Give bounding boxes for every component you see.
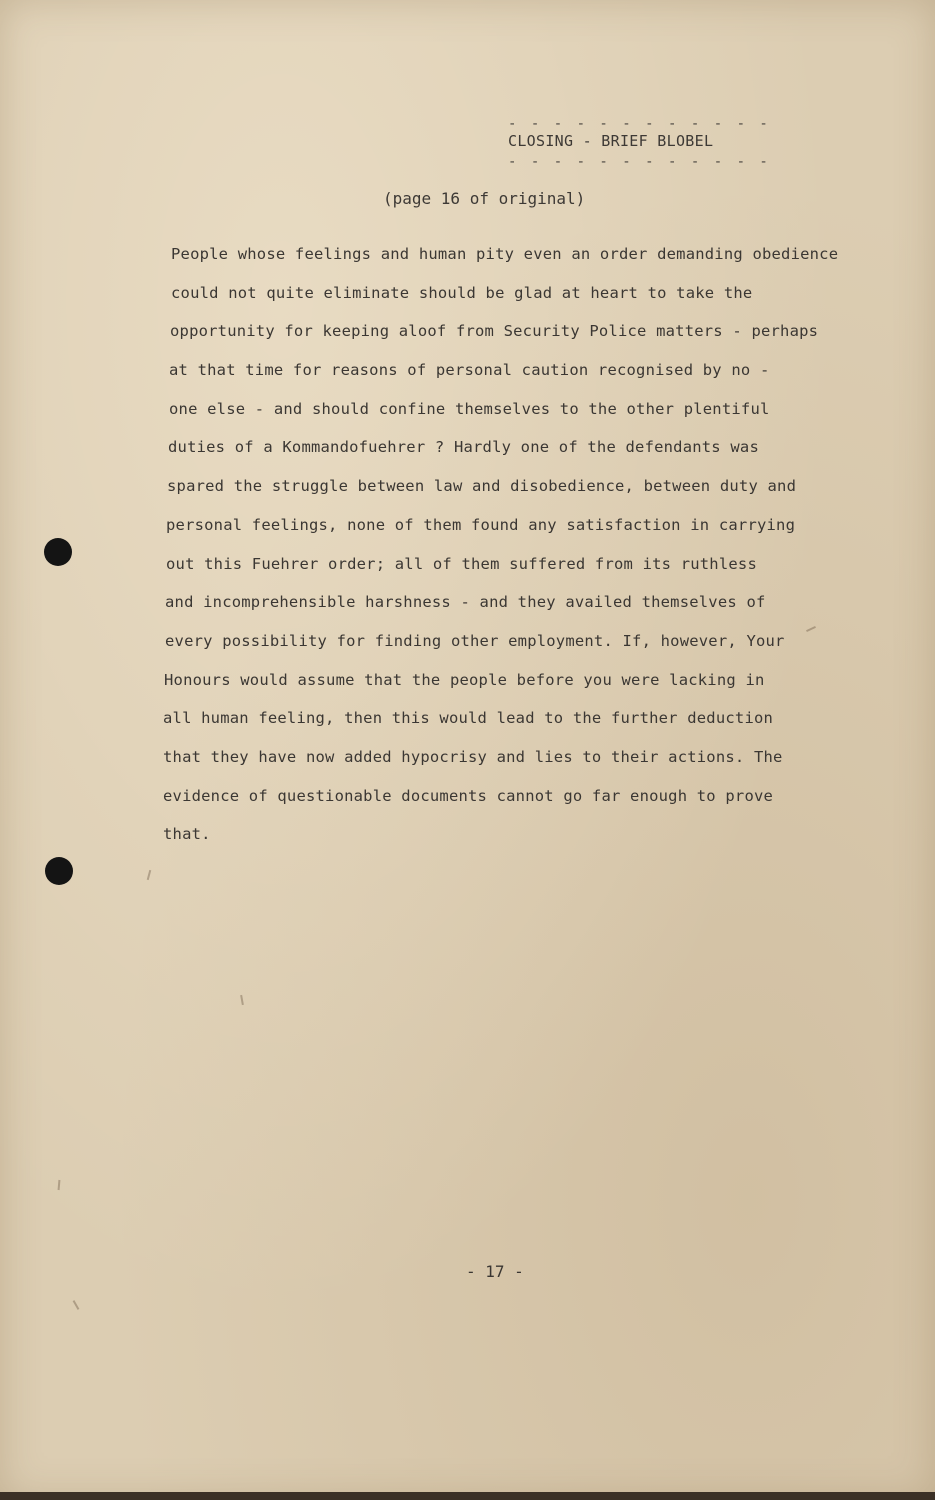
text-line: every possibility for finding other employment. If, however, Your (165, 631, 785, 650)
header-title: CLOSING - BRIEF BLOBEL (508, 132, 714, 150)
text-line: that they have now added hypocrisy and lies to their actions. The (163, 747, 783, 766)
text-line: that. (163, 825, 211, 844)
text-line: opportunity for keeping aloof from Security Police matters - perhaps (170, 322, 819, 341)
body-paragraph (163, 242, 853, 861)
binder-punch-hole (45, 857, 73, 885)
text-line: and incomprehensible harshness - and they availed themselves of (165, 593, 766, 612)
page-bottom-edge (0, 1492, 935, 1500)
text-line: out this Fuehrer order; all of them suffered from its ruthless (166, 554, 757, 573)
header-rule-bottom: - - - - - - - - - - - - (508, 154, 771, 170)
paper-fleck (240, 995, 244, 1005)
header-rule-top: - - - - - - - - - - - - (508, 116, 771, 132)
text-line: one else - and should confine themselves to the other plentiful (169, 399, 770, 418)
original-page-reference: (page 16 of original) (383, 189, 586, 208)
paper-fleck (147, 870, 152, 880)
text-line: could not quite eliminate should be glad at heart to take the (171, 283, 753, 302)
text-line: spared the struggle between law and disobedience, between duty and (167, 477, 797, 496)
page-number: - 17 - (466, 1262, 524, 1281)
document-header (508, 116, 771, 170)
paper-fleck (58, 1180, 61, 1190)
paper-fleck (73, 1300, 80, 1310)
text-line: all human feeling, then this would lead to the further deduction (163, 709, 774, 728)
text-line: at that time for reasons of personal caution recognised by no - (169, 361, 770, 380)
text-line: personal feelings, none of them found any satisfaction in carrying (166, 515, 796, 534)
text-line: People whose feelings and human pity even an order demanding obedience (171, 245, 839, 263)
text-line: evidence of questionable documents cannot go far enough to prove (163, 786, 774, 805)
binder-punch-hole (44, 538, 72, 566)
text-line: Honours would assume that the people before you were lacking in (164, 670, 765, 689)
text-line: duties of a Kommandofuehrer ? Hardly one of the defendants was (168, 438, 759, 457)
